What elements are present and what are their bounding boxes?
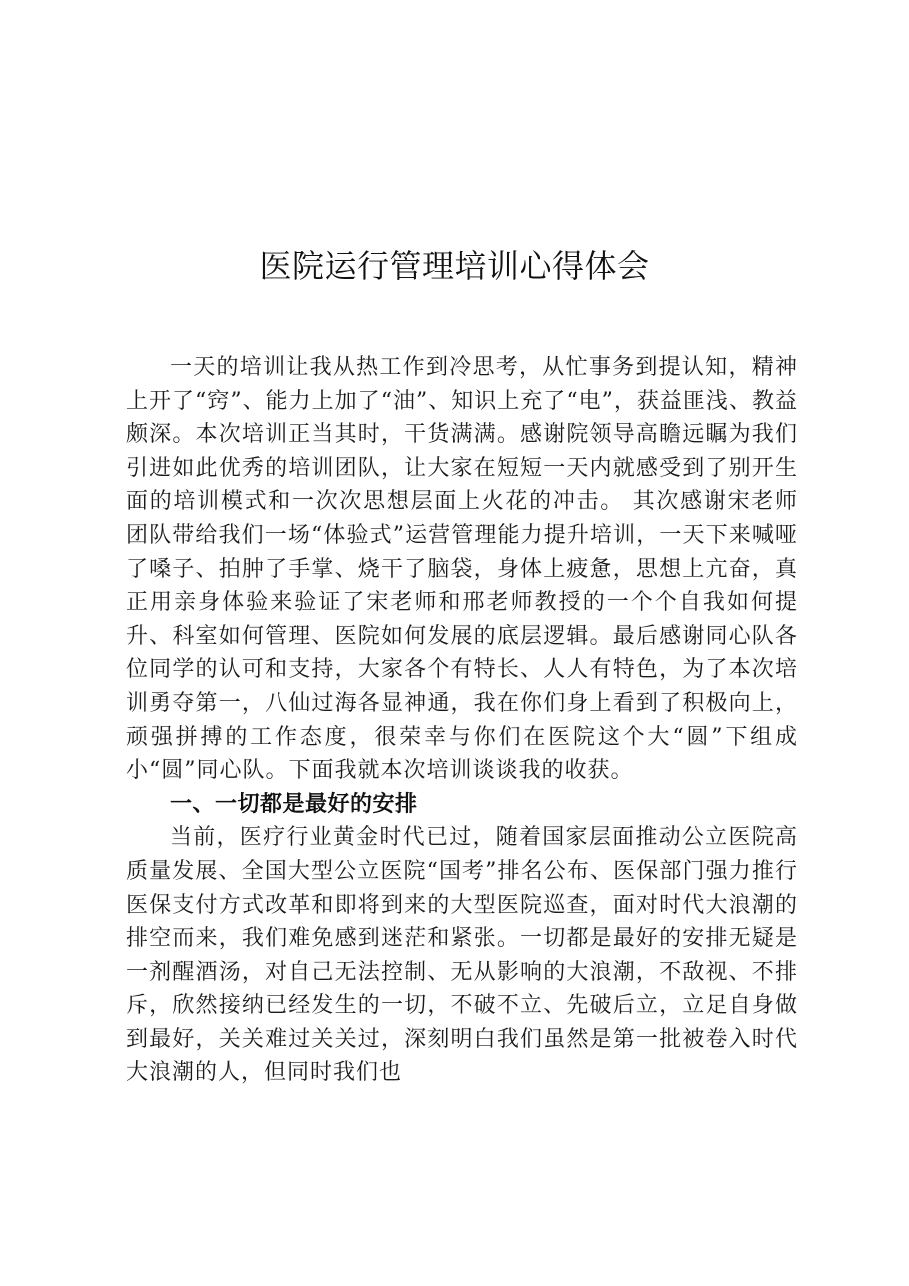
document-title: 医院运行管理培训心得体会 — [259, 247, 650, 285]
paragraph-intro: 一天的培训让我从热工作到冷思考，从忙事务到提认知，精神上开了“窍”、能力上加了“油”、知识上充了“电”，获益匪浅、教益颇深。本次培训正当其时，干货满满。感谢院领导高瞻远瞩为我们引进如此优秀的培训团队，让大家在短短一天内就感受到了别开生面的培训模式和一次次思想层面上火花的冲击。 其次感谢宋老师团队带给我们一场“体验式”运营管理能力提升培训，一天下来喊哑了嗓子、拍肿了手掌、烧干了脑袋，身体上疲惫，思想上亢奋，真正用亲身体验来验证了宋老师和邢老师教授的一个个自我如何提升、科室如何管理、医院如何发展的底层逻辑。最后感谢同心队各位同学的认可和支持，大家各个有特长、人人有特色，为了本次培训勇夺第一，八仙过海各显神通，我在你们身上看到了积极向上，顽强拼搏的工作态度，很荣幸与你们在医院这个大“圆”下组成小“圆”同心队。下面我就本次培训谈谈我的收获。 — [126, 355, 798, 784]
document-body — [126, 351, 798, 1090]
paragraph-section-1: 当前，医疗行业黄金时代已过，随着国家层面推动公立医院高质量发展、全国大型公立医院“国考”排名公布、医保部门强力推行医保支付方式改革和即将到来的大型医院巡查，面对时代大浪潮的排空而来，我们难免感到迷茫和紧张。一切都是最好的安排无疑是一剂醒酒汤，对自己无法控制、无从影响的大浪潮，不敌视、不排斥，欣然接纳已经发生的一切，不破不立、先破后立，立足自身做到最好，关关难过关关过，深刻明白我们虽然是第一批被卷入时代大浪潮的人，但同时我们也 — [126, 825, 798, 1086]
section-heading-1: 一、一切都是最好的安排 — [170, 791, 418, 817]
